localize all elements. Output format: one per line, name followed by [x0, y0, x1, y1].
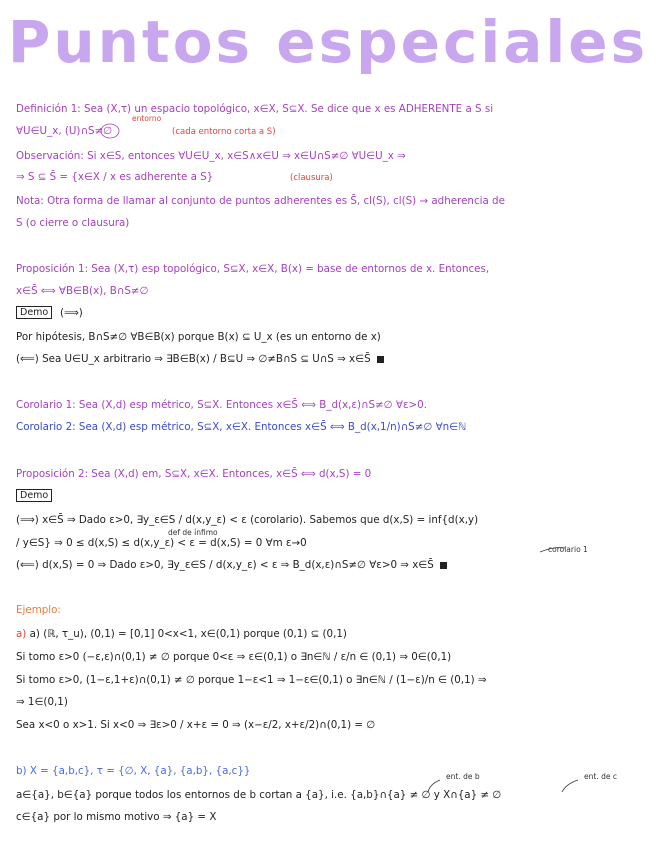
example-a-line-4: ⇒ 1∈(0,1)	[16, 696, 68, 708]
example-a-line-1: a) a) (ℝ, τ_u), (0,1) = [0,1] 0<x<1, x∈(0,1) porque (0,1) ⊆ (0,1)	[16, 628, 347, 640]
demo-2-box: Demo	[16, 489, 52, 502]
definition-1-condition: ∀U∈U_x, (U)∩S≠∅	[16, 125, 113, 137]
proposition-1: Proposición 1: Sea (X,τ) esp topológico, S⊆X, x∈X, B(x) = base de entornos de x. Entonces,	[16, 263, 490, 275]
demo-2-line-2: / y∈S} ⇒ 0 ≤ d(x,S) ≤ d(x,y_ε) < ε = d(x,S) = 0 ∀m ε→0	[16, 537, 307, 549]
corollary-2: Corolario 2: Sea (X,d) esp métrico, S⊆X, x∈X. Entonces x∈S̄ ⟺ B_d(x,1/n)∩S≠∅ ∀n∈ℕ	[16, 421, 467, 433]
page-title: Puntos especiales	[7, 8, 649, 76]
demo-1-line-2: (⟸) Sea U∈U_x arbitrario ⇒ ∃B∈B(x) / B⊆U ⇒ ∅≠B∩S ⊆ U∩S ⇒ x∈S̄	[16, 352, 640, 366]
proposition-2: Proposición 2: Sea (X,d) em, S⊆X, x∈X. Entonces, x∈S̄ ⟺ d(x,S) = 0	[16, 468, 372, 480]
note-text: Nota: Otra forma de llamar al conjunto de puntos adherentes es S̄, cl(S), cl(S) → adherencia de	[16, 195, 505, 207]
proposition-1-cont: x∈S̄ ⟺ ∀B∈B(x), B∩S≠∅	[16, 285, 149, 297]
observation-note: (clausura)	[290, 173, 333, 183]
definition-1: Definición 1: Sea (X,τ) un espacio topológico, x∈X, S⊆X. Se dice que x es ADHERENTE a S si	[16, 103, 494, 115]
example-a-line-5: Sea x<0 o x>1. Si x<0 ⇒ ∃ε>0 / x+ε = 0 ⇒ (x−ε/2, x+ε/2)∩(0,1) = ∅	[16, 719, 376, 731]
demo-1-direction: (⟹)	[60, 307, 83, 319]
ent-b-annotation: ent. de b	[446, 772, 480, 781]
example-b-line-2: a∈{a}, b∈{a} porque todos los entornos de b cortan a {a}, i.e. {a,b}∩{a} ≠ ∅ y X∩{a} ≠ ∅	[16, 789, 502, 801]
example-b-line-3: c∈{a} por lo mismo motivo ⇒ {a} = X	[16, 811, 217, 823]
example-a-line-3: Si tomo ε>0, (1−ε,1+ε)∩(0,1) ≠ ∅ porque 1−ε<1 ⇒ 1−ε∈(0,1) o ∃n∈ℕ / (1−ε)/n ∈ (0,1) ⇒	[16, 674, 487, 686]
ent-c-annotation: ent. de c	[584, 772, 617, 781]
demo-2-line-1: (⟹) x∈S̄ ⇒ Dado ε>0, ∃y_ε∈S / d(x,y_ε) < ε (corolario). Sabemos que d(x,S) = inf{d(x,y)	[16, 514, 479, 526]
demo-1-box: Demo	[16, 306, 52, 319]
example-a-line-2: Si tomo ε>0 (−ε,ε)∩(0,1) ≠ ∅ porque 0<ε ⇒ ε∈(0,1) o ∃n∈ℕ / ε/n ∈ (0,1) ⇒ 0∈(0,1)	[16, 651, 452, 663]
infimum-annotation: def de ínfimo	[168, 528, 218, 537]
entorno-annotation: entorno	[132, 114, 162, 123]
observation: Observación: Si x∈S, entonces ∀U∈U_x, x∈S∧x∈U ⇒ x∈U∩S≠∅ ∀U∈U_x ⇒	[16, 150, 406, 162]
corollary-annotation: corolario 1	[548, 545, 588, 554]
corollary-1: Corolario 1: Sea (X,d) esp métrico, S⊆X. Entonces x∈S̄ ⟺ B_d(x,ε)∩S≠∅ ∀ε>0.	[16, 399, 427, 411]
definition-1-note: (cada entorno corta a S)	[172, 127, 276, 137]
note-text-cont: S (o cierre o clausura)	[16, 217, 130, 229]
example-heading: Ejemplo:	[16, 604, 61, 616]
demo-2-line-3: (⟸) d(x,S) = 0 ⇒ Dado ε>0, ∃y_ε∈S / d(x,y_ε) < ε ⇒ B_d(x,ε)∩S≠∅ ∀ε>0 ⇒ x∈S̄	[16, 558, 640, 572]
example-b-line-1: b) X = {a,b,c}, τ = {∅, X, {a}, {a,b}, {a,c}}	[16, 765, 251, 777]
demo-1-line-1: Por hipótesis, B∩S≠∅ ∀B∈B(x) porque B(x) ⊆ U_x (es un entorno de x)	[16, 331, 381, 343]
observation-cont: ⇒ S ⊆ S̄ = {x∈X / x es adherente a S}	[16, 171, 214, 183]
